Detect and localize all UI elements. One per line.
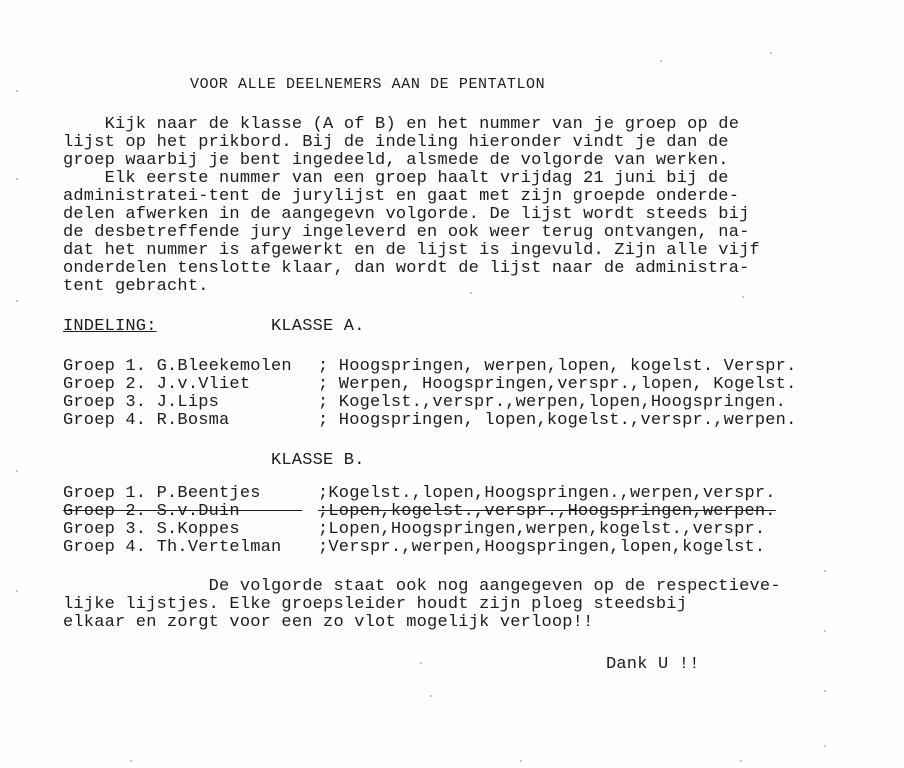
intro-line: onderdelen tenslotte klaar, dan wordt de lijst naar de administra- <box>63 259 750 278</box>
paper-speck <box>16 300 18 302</box>
klasse-b-group: Groep 1. P.Beentjes <box>63 484 303 503</box>
klasse-b-heading: KLASSE B. <box>271 451 365 470</box>
klasse-a-group: Groep 4. R.Bosma <box>63 411 303 430</box>
klasse-b-group-struck: Groep 2. S.v.Duin <box>63 502 303 521</box>
paper-speck <box>130 760 132 762</box>
klasse-a-order: ; Kogelst.,verspr.,werpen,lopen,Hoogspringen. <box>318 393 787 412</box>
document-title: VOOR ALLE DEELNEMERS AAN DE PENTATLON <box>190 76 546 93</box>
closing-line: lijke lijstjes. Elke groepsleider houdt zijn ploeg steedsbij <box>63 595 688 614</box>
intro-line: Elk eerste nummer van een groep haalt vrijdag 21 juni bij de <box>63 169 729 188</box>
paper-speck <box>520 760 522 762</box>
paper-speck <box>740 760 742 762</box>
closing-line: De volgorde staat ook nog aangegeven op de respectieve- <box>63 577 781 596</box>
intro-line: delen afwerken in de aangegevn volgorde. De lijst wordt steeds bij <box>63 205 750 224</box>
paper-speck <box>824 690 826 692</box>
intro-line: de desbetreffende jury ingeleverd en ook weer terug ontvangen, na- <box>63 223 750 242</box>
closing-line: elkaar en zorgt voor een zo vlot mogelijk verloop!! <box>63 613 594 632</box>
paper-speck <box>824 570 826 572</box>
klasse-b-order-struck: ;Lopen,kogelst.,verspr.,Hoogspringen,werpen. <box>318 502 776 521</box>
intro-line: administratei-tent de jurylijst en gaat met zijn groepde onderde- <box>63 187 740 206</box>
paper-speck <box>16 590 18 592</box>
intro-line: groep waarbij je bent ingedeeld, alsmede de volgorde van werken. <box>63 151 729 170</box>
indeling-heading: INDELING: <box>63 317 157 336</box>
klasse-b-order: ;Verspr.,werpen,Hoogspringen,lopen,kogelst. <box>318 538 766 557</box>
paper-speck <box>660 60 662 62</box>
paper-speck <box>430 695 432 697</box>
klasse-b-order: ;Lopen,Hoogspringen,werpen,kogelst.,verspr. <box>318 520 766 539</box>
paper-speck <box>824 745 826 747</box>
klasse-a-heading: KLASSE A. <box>271 317 365 336</box>
paper-speck <box>470 292 472 294</box>
intro-line: Kijk naar de klasse (A of B) en het nummer van je groep op de <box>63 115 740 134</box>
klasse-a-order: ; Werpen, Hoogspringen,verspr.,lopen, Kogelst. <box>318 375 797 394</box>
paper-speck <box>742 296 744 298</box>
paper-speck <box>420 662 422 664</box>
paper-speck <box>16 178 18 180</box>
klasse-b-order: ;Kogelst.,lopen,Hoogspringen.,werpen,verspr. <box>318 484 776 503</box>
klasse-a-order: ; Hoogspringen, lopen,kogelst.,verspr.,werpen. <box>318 411 797 430</box>
klasse-a-group: Groep 3. J.Lips <box>63 393 303 412</box>
klasse-a-group: Groep 1. G.Bleekemolen <box>63 357 292 376</box>
paper-speck <box>770 52 772 54</box>
klasse-b-group: Groep 3. S.Koppes <box>63 520 303 539</box>
signoff: Dank U !! <box>606 655 700 674</box>
klasse-b-group: Groep 4. Th.Vertelman <box>63 538 303 557</box>
klasse-a-group: Groep 2. J.v.Vliet <box>63 375 303 394</box>
paper-speck <box>16 90 18 92</box>
intro-line: lijst op het prikbord. Bij de indeling hieronder vindt je dan de <box>63 133 729 152</box>
klasse-a-order: ; Hoogspringen, werpen,lopen, kogelst. Verspr. <box>318 357 797 376</box>
paper-speck <box>824 630 826 632</box>
intro-line: tent gebracht. <box>63 277 209 296</box>
paper-speck <box>16 470 18 472</box>
intro-line: dat het nummer is afgewerkt en de lijst is ingevuld. Zijn alle vijf <box>63 241 760 260</box>
